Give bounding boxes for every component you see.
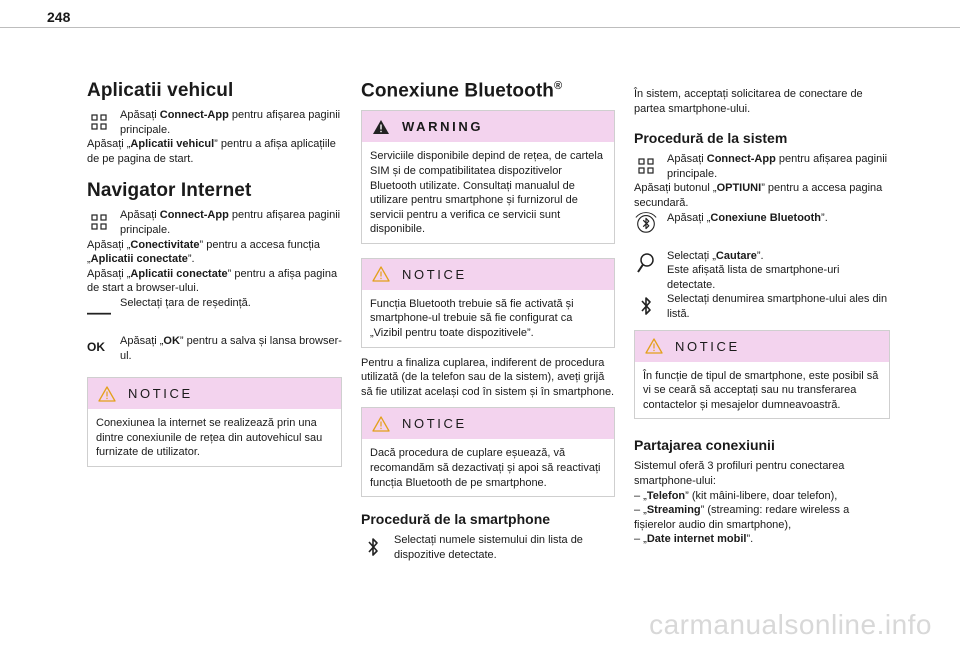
- subsection-title: Procedură de la smartphone: [361, 511, 551, 528]
- paragraph: Apăsați butonul „OPTIUNI” pentru a accesa pagina secundară.: [634, 182, 883, 209]
- step-search: Selectați „Cautare”. Este afișată lista de smartphone-uri detectate.: [634, 249, 890, 293]
- bluetooth-icon: [361, 535, 385, 559]
- paragraph: Apăsați „Aplicatii conectate” pentru a afișa pagina de start a browser-ului.: [87, 267, 338, 295]
- text: Selectați țara de reședință.: [120, 296, 251, 309]
- text: Selectați numele sistemului din lista de dispozitive detectate.: [394, 534, 583, 561]
- notice-header: [88, 378, 341, 409]
- notice-box: [361, 407, 615, 497]
- warning-title: WARNING: [402, 119, 484, 135]
- notice-header: [362, 259, 614, 290]
- apps-grid-icon: [87, 210, 111, 234]
- top-divider: [0, 27, 960, 28]
- page-number: 248: [47, 9, 71, 25]
- notice-text: Dacă procedura de cuplare eșuează, vă recomandăm să dezactivați și apoi să reactivați funcția Bluetooth de pe smartphone.: [370, 447, 601, 489]
- warning-triangle-icon: [372, 416, 390, 432]
- notice-box: [87, 377, 342, 467]
- warning-triangle-icon: [98, 386, 116, 402]
- warning-triangle-icon: [372, 119, 390, 135]
- step-country: [87, 296, 342, 326]
- paragraph: Pentru a finaliza cuplarea, indiferent de procedura utilizată (de la telefon sau de la sistem), aveți grijă să fie utilizat același cod în sistem și în smartphone.: [361, 356, 615, 398]
- notice-text: Funcția Bluetooth trebuie să fie activată și smartphone-ul trebuie să fie configurat ca „Vizibil pentru toate dispozitivele”.: [370, 297, 574, 340]
- underline-field-icon: [87, 300, 111, 324]
- list-item: – „Streaming” (streaming: redare wireless a fișierelor audio din smartphone),: [634, 504, 850, 531]
- step-bluetooth-connection: Apăsați „Conexiune Bluetooth”.: [634, 211, 890, 241]
- notice-title: NOTICE: [402, 416, 467, 432]
- section-title-bluetooth: Conexiune Bluetooth®: [361, 80, 563, 102]
- notice-header: [635, 331, 889, 362]
- step-connect-app: Apăsați Connect-App pentru afișarea paginii principale.: [634, 152, 890, 181]
- column-3: [634, 80, 890, 547]
- bluetooth-icon: [634, 294, 658, 318]
- notice-text: Conexiunea la internet se realizează prin una dintre conexiunile de rețea din autovehicul sau furnizate de utilizator.: [96, 417, 323, 459]
- step-select-phone: [634, 292, 890, 321]
- warning-header: [362, 111, 614, 142]
- list-item: – „Date internet mobil”.: [634, 533, 754, 546]
- ok-label-icon: OK: [87, 339, 105, 354]
- column-2: [361, 80, 615, 562]
- paragraph: Apăsați „Conectivitate” pentru a accesa funcția „Aplicatii conectate”.: [87, 238, 320, 266]
- step-ok: OK Apăsați „OK” pentru a salva și lansa browser-ul.: [87, 334, 342, 362]
- watermark: carmanualsonline.info: [649, 609, 932, 640]
- warning-triangle-icon: [372, 266, 390, 282]
- apps-grid-icon: [87, 110, 111, 134]
- warning-box: [361, 110, 615, 244]
- text: Selectați denumirea smartphone-ului ales din listă.: [667, 293, 888, 320]
- apps-grid-icon: [634, 154, 658, 178]
- text: Apăsați: [120, 109, 160, 121]
- step-connect-app: [87, 108, 342, 137]
- notice-title: NOTICE: [675, 338, 740, 354]
- paragraph: Apăsați „Aplicatii vehicul” pentru a afișa aplicațiile de pe pagina de start.: [87, 138, 336, 165]
- notice-title: NOTICE: [128, 386, 193, 402]
- section-title-internet-browser: Navigator Internet: [87, 180, 252, 202]
- subsection-title: Partajarea conexiunii: [634, 437, 775, 454]
- section-title-vehicle-apps: Aplicatii vehicul: [87, 80, 234, 101]
- text: pentru afișarea paginii principale.: [120, 109, 341, 136]
- search-icon: [634, 251, 658, 275]
- step-connect-app: Apăsați Connect-App pentru afișarea paginii principale.: [87, 208, 342, 237]
- warning-triangle-icon: [645, 338, 663, 354]
- paragraph: În sistem, acceptați solicitarea de conectare de partea smartphone-ului.: [634, 88, 863, 115]
- text: Este afișată lista de smartphone-uri detectate.: [667, 264, 840, 291]
- text-bold: Connect-App: [159, 109, 229, 121]
- bluetooth-signal-icon: [634, 211, 658, 235]
- list-item: – „Telefon” (kit mâini-libere, doar telefon),: [634, 489, 838, 502]
- notice-header: [362, 408, 614, 439]
- notice-title: NOTICE: [402, 266, 467, 282]
- column-1: [87, 80, 342, 467]
- paragraph: Sistemul oferă 3 profiluri pentru conectarea smartphone-ului:: [634, 460, 845, 487]
- subsection-title: Procedură de la sistem: [634, 130, 788, 147]
- notice-text: În funcție de tipul de smartphone, este posibil să vi se ceară să acceptați sau nu transferarea contactelor și mesajelor dumneavoastră.: [643, 369, 879, 411]
- notice-box: [361, 258, 615, 348]
- notice-box: [634, 330, 890, 420]
- warning-text: Serviciile disponibile depind de rețea, de cartela SIM și de compatibilitatea dispozitivelor Bluetooth utilizate. Consultați manualul de utilizare pentru smartphone și furnizorul de servicii pentru a verifica ce servicii sunt disponibile.: [370, 150, 603, 236]
- step-select-system: [361, 533, 615, 562]
